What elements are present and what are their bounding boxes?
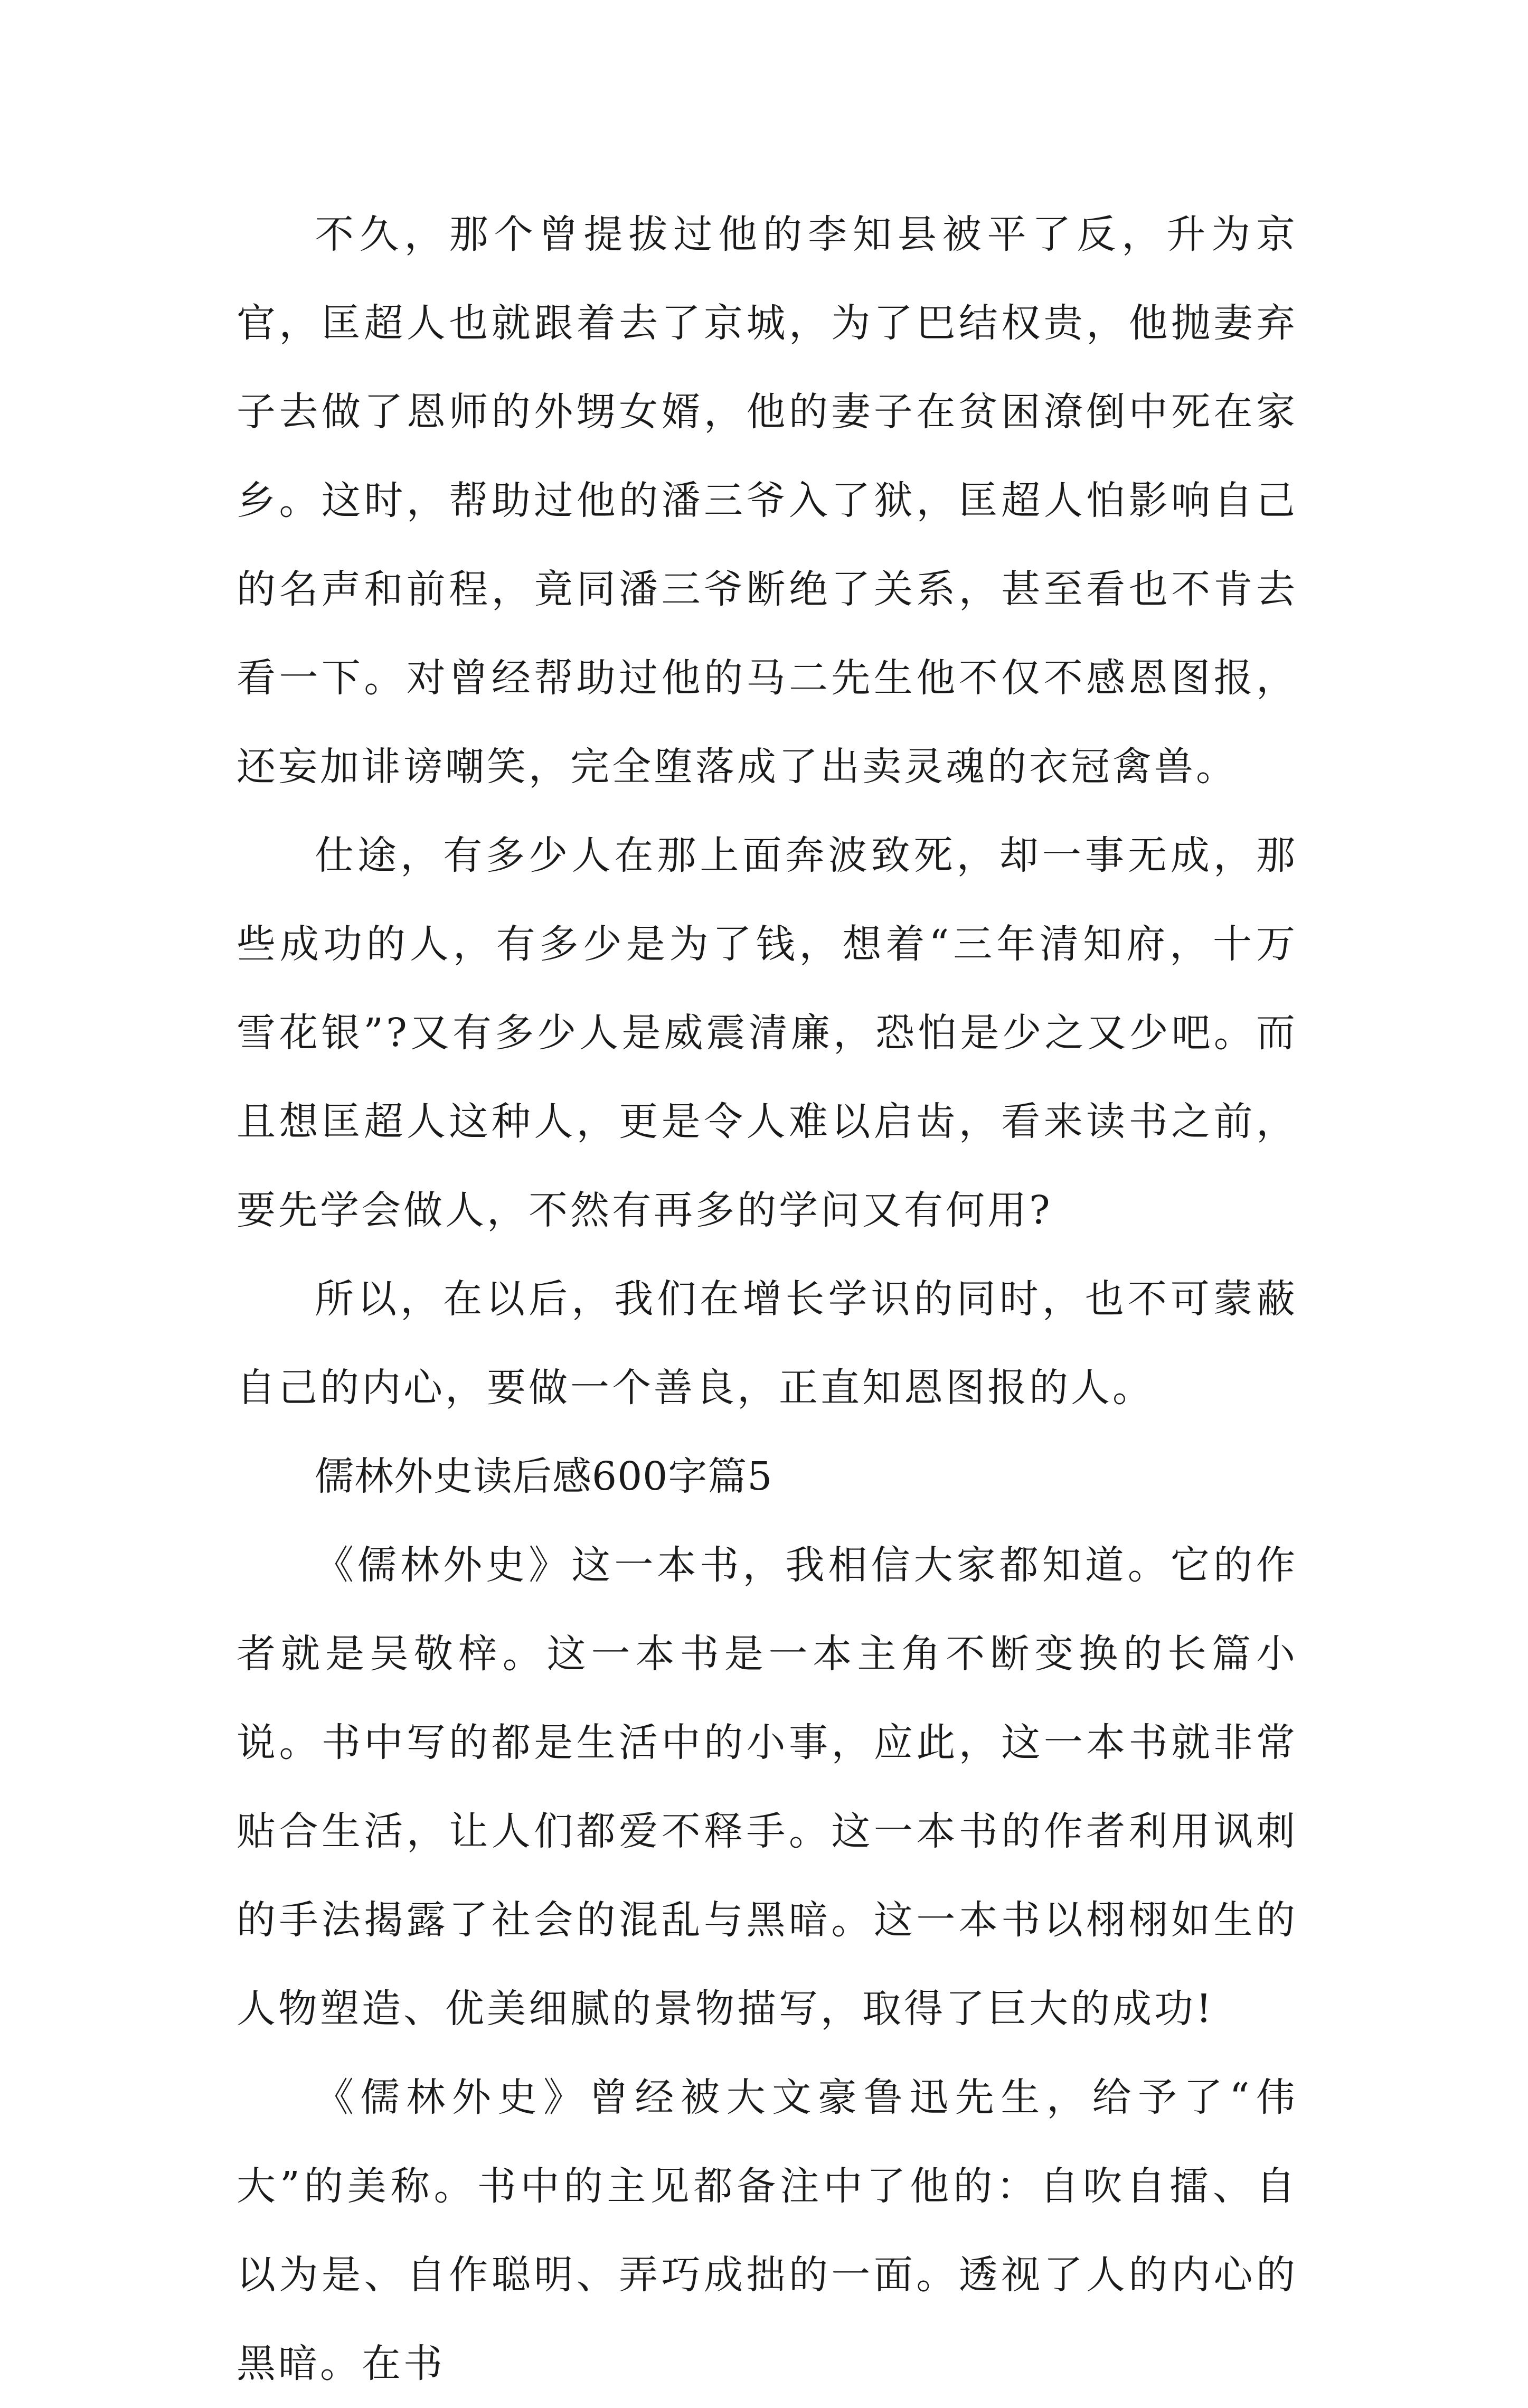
section-title: 儒林外史读后感600字篇5 (315, 1454, 773, 1499)
paragraph: 《儒林外史》曾经被大文豪鲁迅先生，给予了“伟大”的美称。书中的主见都备注中了他的：自吹自擂、自以为是、自作聪明、弄巧成拙的一面。透视了人的内心的黑暗。在书 (237, 2075, 1298, 2386)
document-body (237, 190, 1298, 2408)
paragraph: 所以，在以后，我们在增长学识的同时，也不可蒙蔽自己的内心，要做一个善良，正直知恩图报的人。 (237, 1276, 1298, 1410)
paragraph: 不久，那个曾提拔过他的李知县被平了反，升为京官，匡超人也就跟着去了京城，为了巴结权贵，他抛妻弃子去做了恩师的外甥女婿，他的妻子在贫困潦倒中死在家乡。这时，帮助过他的潘三爷入了狱，匡超人怕影响自己的名声和前程，竟同潘三爷断绝了关系，甚至看也不肯去看一下。对曾经帮助过他的马二先生他不仅不感恩图报，还妄加诽谤嘲笑，完全堕落成了出卖灵魂的衣冠禽兽。 (237, 212, 1298, 789)
paragraph: 仕途，有多少人在那上面奔波致死，却一事无成，那些成功的人，有多少是为了钱，想着“三年清知府，十万雪花银”?又有多少人是威震清廉，恐怕是少之又少吧。而且想匡超人这种人，更是令人难以启齿，看来读书之前，要先学会做人，不然有再多的学问又有何用? (237, 833, 1298, 1233)
paragraph: 《儒林外史》这一本书，我相信大家都知道。它的作者就是吴敬梓。这一本书是一本主角不断变换的长篇小说。书中写的都是生活中的小事，应此，这一本书就非常贴合生活，让人们都爱不释手。这一本书的作者利用讽刺的手法揭露了社会的混乱与黑暗。这一本书以栩栩如生的人物塑造、优美细腻的景物描写，取得了巨大的成功! (237, 1542, 1298, 2031)
